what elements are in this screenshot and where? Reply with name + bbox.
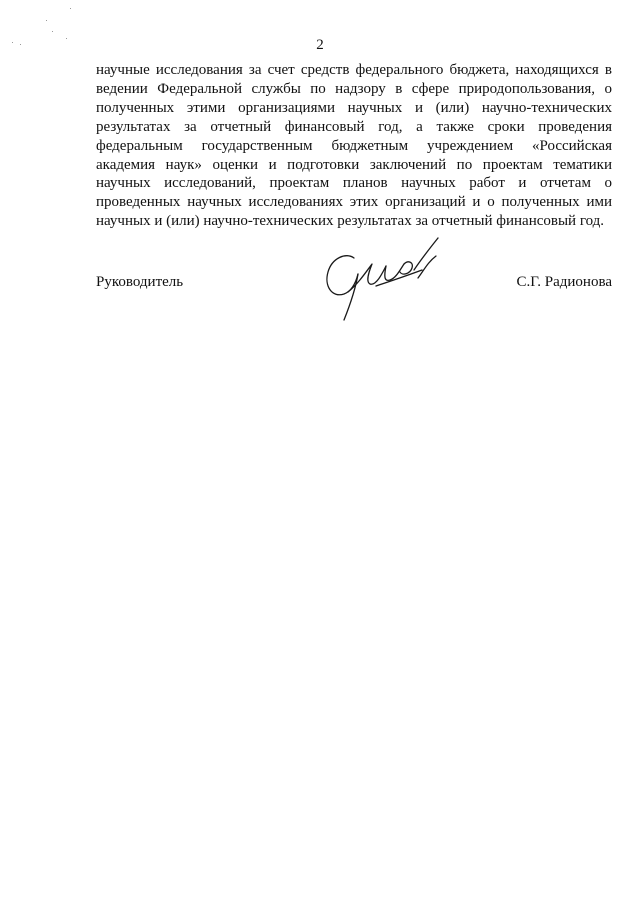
scan-speck	[52, 31, 53, 32]
scan-speck	[46, 20, 47, 21]
signature-block	[96, 272, 612, 296]
page-number: 2	[316, 37, 324, 53]
scan-speck	[70, 8, 71, 9]
signatory-name: С.Г. Радионова	[516, 274, 612, 290]
signatory-role: Руководитель	[96, 274, 184, 290]
body-paragraph: научные исследования за счет средств федерального бюджета, находящихся в ведении Федеральной службы по надзору в сфере природопользования, о полученных этими организациями научных и (или) научно-технических результатах за отчетный финансовый год, а также сроки проведения федеральным государственным бюджетным учреждением «Российская академия наук» оценки и подготовки заключений по проектам тематики научных исследований, проектам планов научных работ и отчетам о проведенных научных исследованиях этих организаций и о полученных ими научных и (или) научно-технических результатах за отчетный финансовый год.	[96, 62, 612, 230]
